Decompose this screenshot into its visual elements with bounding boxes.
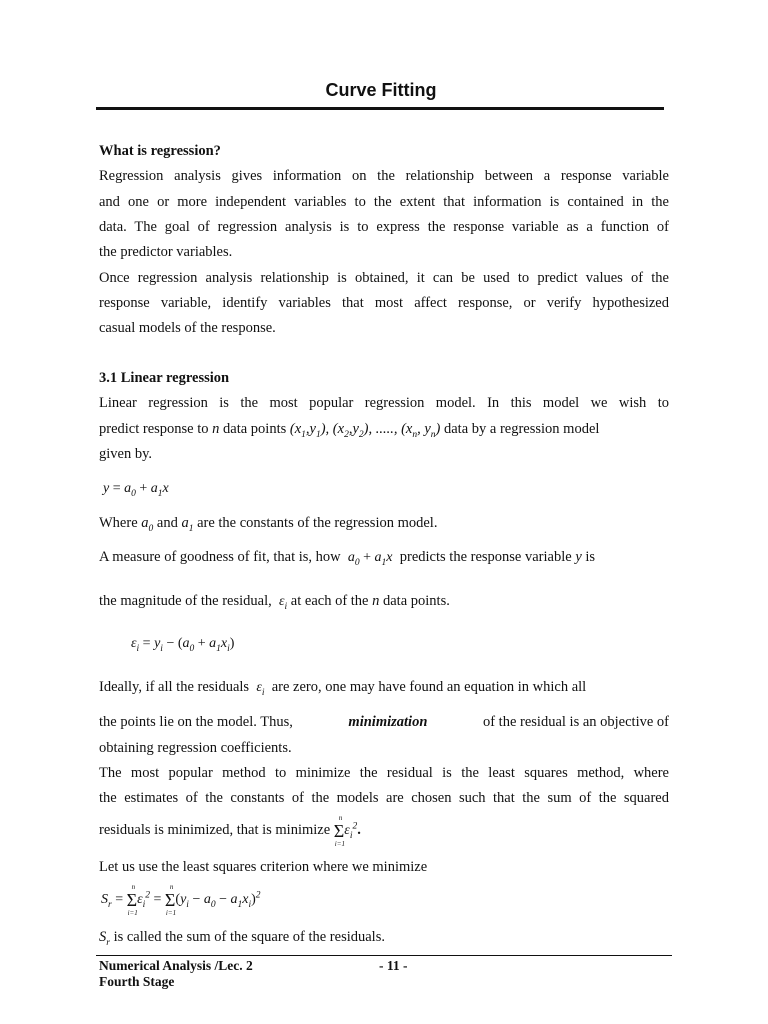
paragraph-line: A measure of goodness of fit, that is, how $a_0 + a_1x$ predicts the response variable y is	[99, 549, 596, 568]
paragraph-line: the points lie on the model. Thus, minimization of the residual is an objective of	[99, 714, 669, 730]
paragraph-line: the predictor variables.	[99, 244, 233, 260]
paragraph-line: casual models of the response.	[99, 320, 276, 336]
a0-symbol: $a_0$	[141, 515, 154, 534]
data-points-list: $(x_1,y_1)$, $(x_2,y_2)$, ....., ($x_n$, $y_n$)	[289, 421, 441, 440]
paragraph-line: The most popular method to minimize the residual is the least squares method, where	[99, 765, 669, 781]
equation-linear-model: $y = a_0 + a_1x$	[103, 481, 169, 499]
paragraph-line: Let us use the least squares criterion where we minimize	[99, 859, 428, 875]
paragraph-line: response variable, identify variables that most affect response, or verify hypothesized	[99, 295, 669, 311]
inline-equation-model: $a_0 + a_1x$	[347, 550, 393, 568]
equation-sum-of-squares: $S_r = \Sigma$ n i=1 $\varepsilon_i^2 = \Sigma$ n i=1 $(y_i - a_0 - a_1x_i)^2$	[101, 883, 261, 917]
paragraph-line: predict response to n data points $(x_1,y_1)$, $(x_2,y_2)$, ....., ($x_n$, $y_n$) data by a regression model	[99, 421, 600, 440]
sr-symbol: $S_r$	[99, 929, 110, 948]
footer-rule	[96, 955, 672, 956]
paragraph-line: Ideally, if all the residuals $\varepsilon_i$ are zero, one may have found an equation in which all	[99, 679, 587, 698]
equation-residual: $\varepsilon_i = y_i - (a_0 + a_1x_i)$	[131, 636, 235, 654]
sum-epsilon-squared: Σ n i=1 $\varepsilon_i^2$	[333, 814, 358, 848]
a1-symbol: $a_1$	[181, 515, 194, 534]
paragraph-line: and one or more independent variables to the extent that information is contained in the	[99, 194, 669, 210]
footer-course: Numerical Analysis /Lec. 2	[99, 958, 253, 973]
section-heading-linear-regression: 3.1 Linear regression	[99, 370, 230, 386]
paragraph-line: the estimates of the constants of the models are chosen such that the sum of the squared	[99, 790, 669, 806]
footer-stage: Fourth Stage	[99, 974, 175, 989]
paragraph-line: Where $a_0$ and $a_1$ are the constants of the regression model.	[99, 515, 438, 534]
paragraph-line: given by.	[99, 446, 153, 462]
title-underline	[96, 107, 664, 110]
paragraph-line: the magnitude of the residual, $\varepsilon_i$ at each of the n data points.	[99, 593, 450, 612]
paragraph-line: residuals is minimized, that is minimize Σ n i=1 $\varepsilon_i^2$.	[99, 814, 361, 848]
paragraph-line: Linear regression is the most popular regression model. In this model we wish to	[99, 395, 669, 411]
epsilon-i-symbol: $\varepsilon_i$	[256, 680, 265, 698]
paragraph-line: obtaining regression coefficients.	[99, 740, 292, 756]
paragraph-line: Regression analysis gives information on the relationship between a response variable	[99, 168, 669, 184]
paragraph-line: Once regression analysis relationship is obtained, it can be used to predict values of the	[99, 270, 669, 286]
paragraph-line: $S_r$ is called the sum of the square of the residuals.	[99, 929, 385, 948]
footer-page-number: - 11 -	[379, 958, 408, 973]
page-title: Curve Fitting	[325, 80, 437, 100]
section-heading-regression: What is regression?	[99, 143, 221, 159]
paragraph-line: data. The goal of regression analysis is to express the response variable as a function of	[99, 219, 669, 235]
epsilon-i-symbol: $\varepsilon_i$	[279, 594, 288, 612]
